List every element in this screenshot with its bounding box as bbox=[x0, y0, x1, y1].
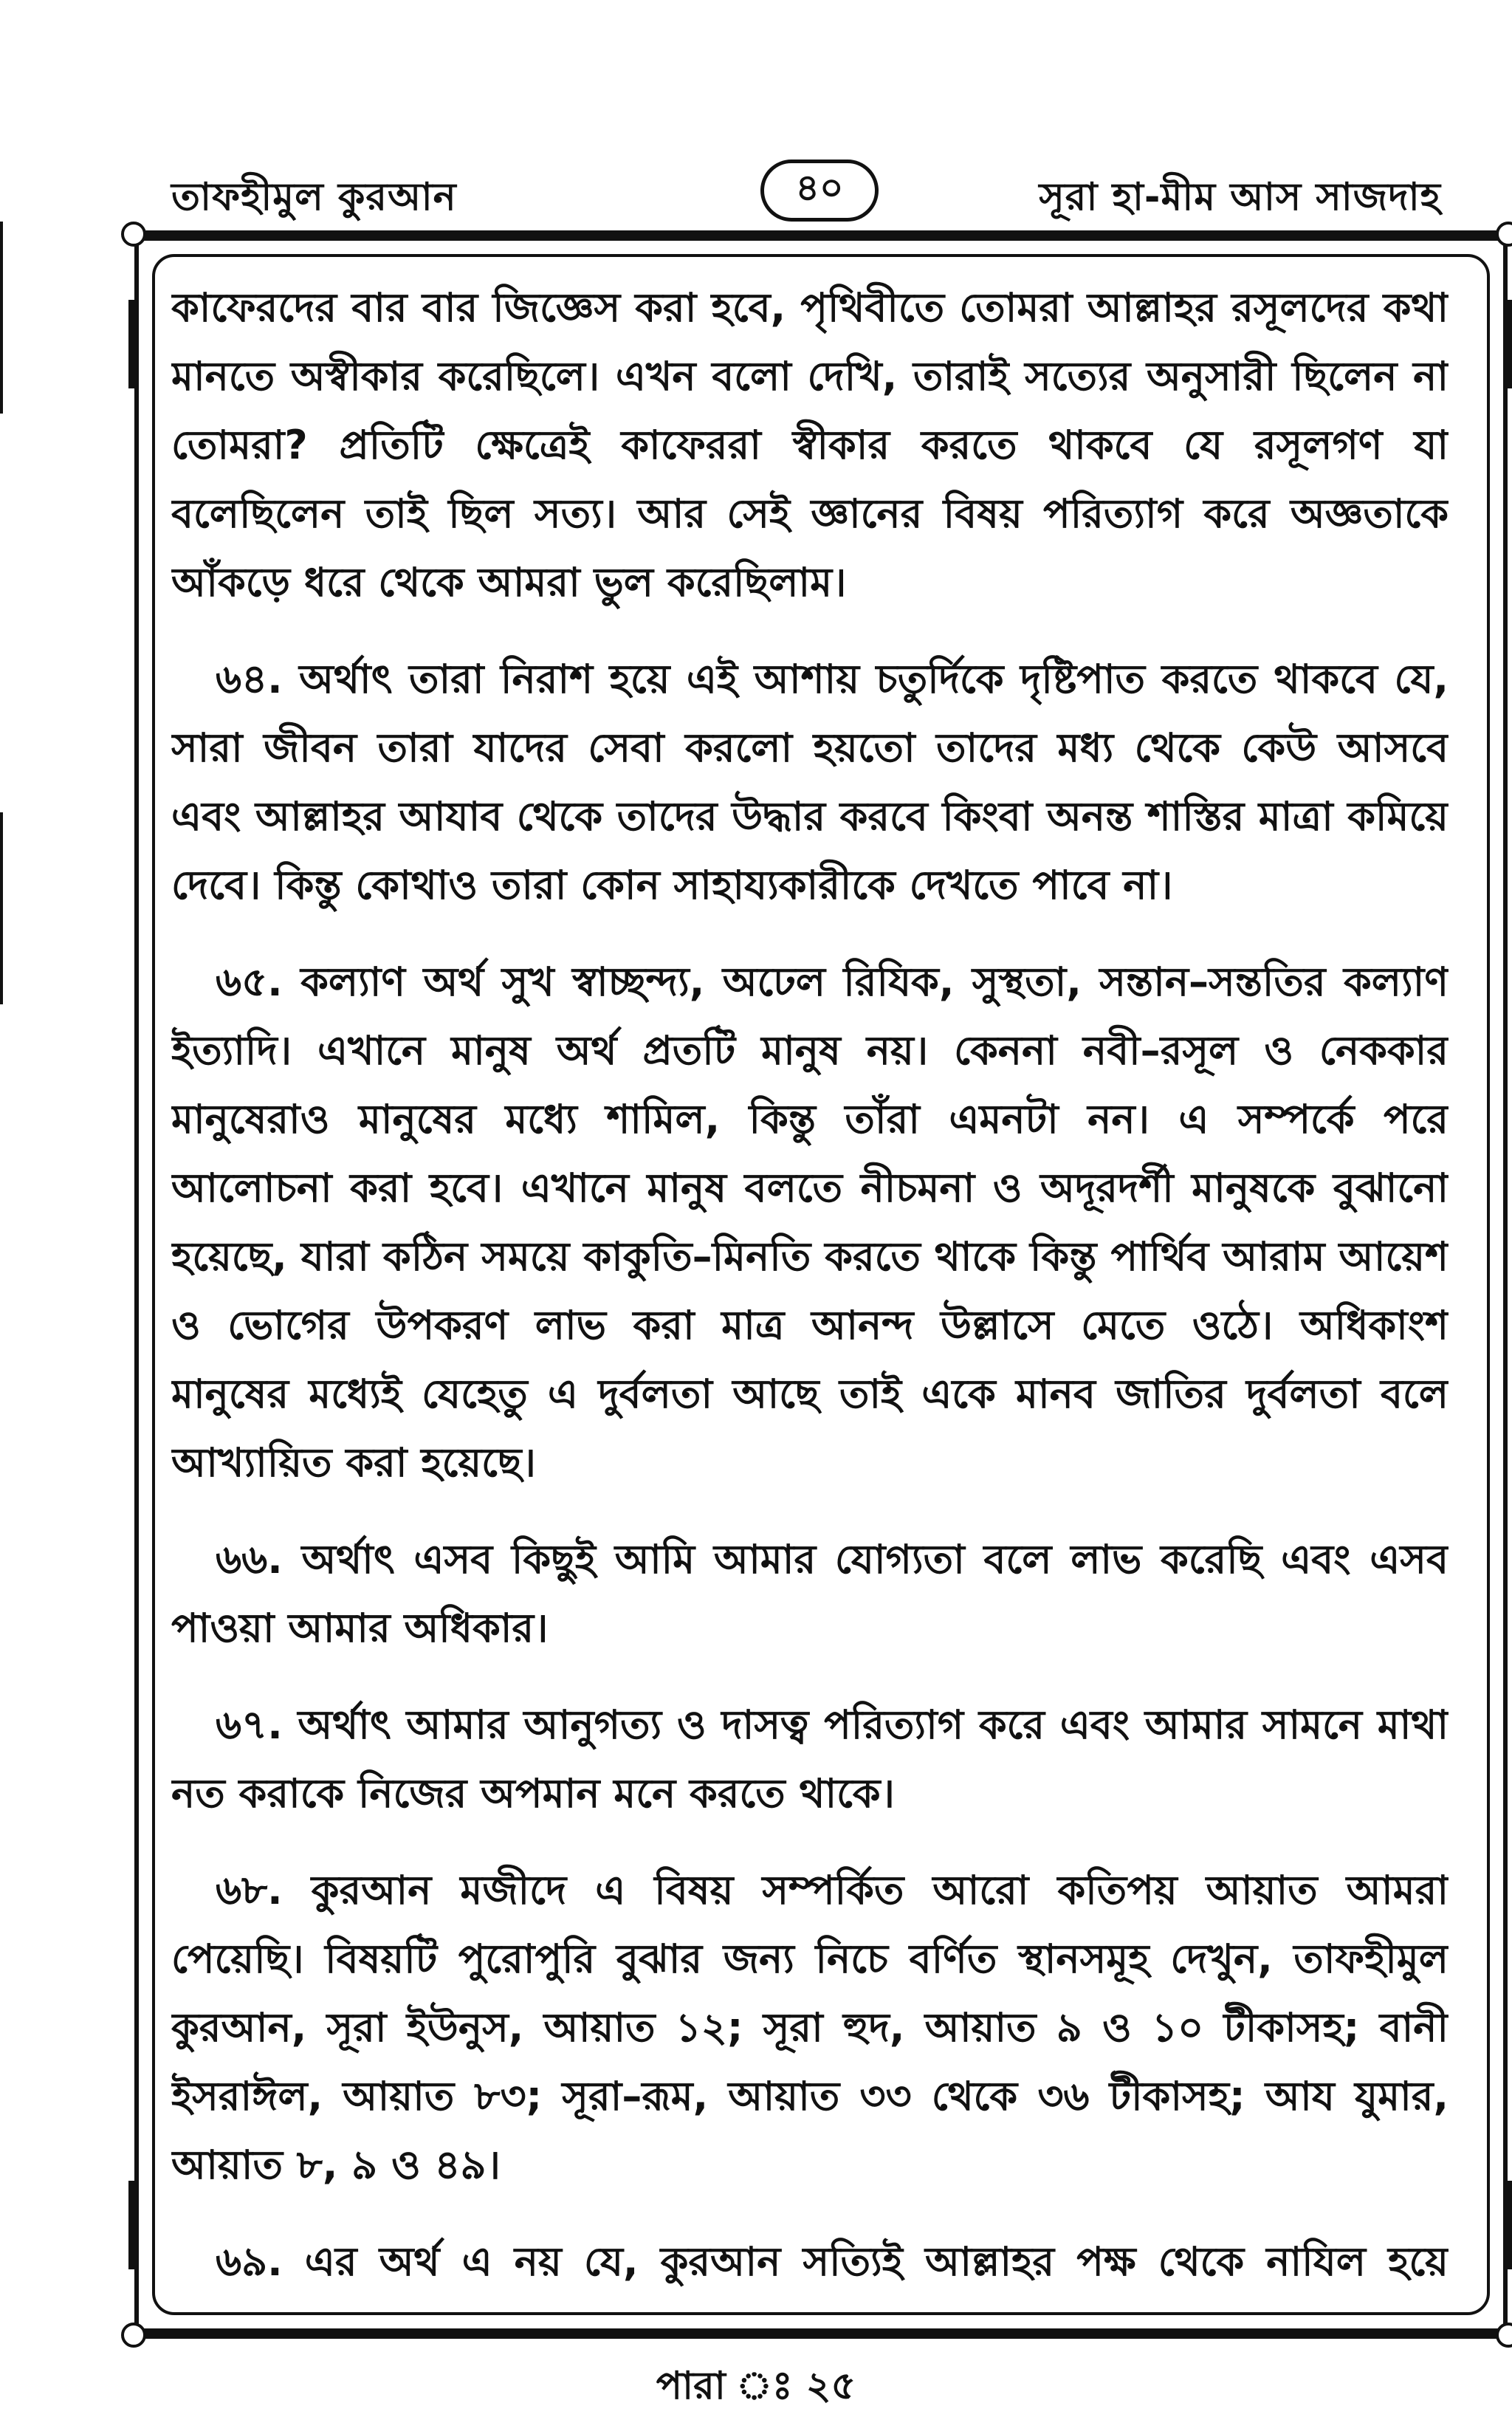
footnote-69: ৬৯. এর অর্থ এ নয় যে, কুরআন সত্যিই আল্লাহর পক্ষ থেকে নাযিল হয়ে bbox=[216, 2238, 1449, 2285]
binding-mark bbox=[0, 812, 3, 1004]
book-title: তাফহীমুল কুরআন bbox=[171, 175, 457, 219]
surah-title: সূরা হা-মীম আস সাজদাহ bbox=[1039, 175, 1441, 219]
page-header bbox=[0, 155, 1512, 236]
corner-ornament-icon bbox=[121, 222, 146, 247]
frame-side-bar bbox=[1506, 2181, 1512, 2269]
frame-side-bar bbox=[128, 300, 136, 388]
frame-side-bar bbox=[1506, 300, 1512, 388]
body-text bbox=[171, 273, 1449, 2297]
frame-side-bar bbox=[128, 2181, 136, 2269]
binding-mark bbox=[0, 222, 3, 414]
footnote-65: ৬৫. কল্যাণ অর্থ সুখ স্বাচ্ছন্দ্য, অঢেল রিযিক, সুস্থতা, সন্তান–সন্ততির কল্যাণ ইত্যাদি। এখানে মানুষ অর্থ প্রতটি মানুষ নয়। কেননা নবী–রসূল ও নেককার মানুষেরাও মানুষের মধ্যে শামিল, কিন্তু তাঁরা এমনটা নন। এ সম্পর্কে পরে আলোচনা করা হবে। এখানে মানুষ বলতে নীচমনা ও অদূরদর্শী মানুষকে বুঝানো হয়েছে, যারা কঠিন সময়ে কাকুতি–মিনতি করতে থাকে কিন্তু পার্থিব আরাম আয়েশ ও ভোগের উপকরণ লাভ করা মাত্র আনন্দ উল্লাসে মেতে ওঠে। অধিকাংশ মানুষের মধ্যেই যেহেতু এ দুর্বলতা আছে তাই একে মানব জাতির দুর্বলতা বলে আখ্যায়িত করা হয়েছে। bbox=[171, 959, 1449, 1486]
page-number: ৪০ bbox=[795, 165, 844, 209]
paragraph-continued: কাফেরদের বার বার জিজ্ঞেস করা হবে, পৃথিবীতে তোমরা আল্লাহর রসূলদের কথা মানতে অস্বীকার করেছিলে। এখন বলো দেখি, তারাই সত্যের অনুসারী ছিলেন না তোমরা? প্রতিটি ক্ষেত্রেই কাফেররা স্বীকার করতে থাকবে যে রসূলগণ যা বলেছিলেন তাই ছিল সত্য। আর সেই জ্ঞানের বিষয় পরিত্যাগ করে অজ্ঞতাকে আঁকড়ে ধরে থেকে আমরা ভুল করেছিলাম। bbox=[171, 284, 1449, 606]
page-number-badge bbox=[760, 160, 879, 222]
corner-ornament-icon bbox=[1496, 2323, 1512, 2348]
para-label: পারা ঃ ২৫ bbox=[656, 2364, 856, 2408]
footnote-67: ৬৭. অর্থাৎ আমার আনুগত্য ও দাসত্ব পরিত্যাগ করে এবং আমার সামনে মাথা নত করাকে নিজের অপমান মনে করতে থাকে। bbox=[171, 1701, 1449, 1817]
footnote-66: ৬৬. অর্থাৎ এসব কিছুই আমি আমার যোগ্যতা বলে লাভ করেছি এবং এসব পাওয়া আমার অধিকার। bbox=[171, 1536, 1449, 1651]
corner-ornament-icon bbox=[121, 2323, 146, 2348]
footnote-64: ৬৪. অর্থাৎ তারা নিরাশ হয়ে এই আশায় চতুর্দিকে দৃষ্টিপাত করতে থাকবে যে, সারা জীবন তারা যাদের সেবা করলো হয়তো তাদের মধ্য থেকে কেউ আসবে এবং আল্লাহর আযাব থেকে তাদের উদ্ধার করবে কিংবা অনন্ত শাস্তির মাত্রা কমিয়ে দেবে। কিন্তু কোথাও তারা কোন সাহায্যকারীকে দেখতে পাবে না। bbox=[171, 656, 1449, 908]
corner-ornament-icon bbox=[1496, 222, 1512, 247]
footnote-68: ৬৮. কুরআন মজীদে এ বিষয় সম্পর্কিত আরো কতিপয় আয়াত আমরা পেয়েছি। বিষয়টি পুরোপুরি বুঝার জন্য নিচে বর্ণিত স্থানসমূহ দেখুন, তাফহীমুল কুরআন, সূরা ইউনুস, আয়াত ১২; সূরা হুদ, আয়াত ৯ ও ১০ টীকাসহ; বানী ইসরাঈল, আয়াত ৮৩; সূরা–রূম, আয়াত ৩৩ থেকে ৩৬ টীকাসহ; আয যুমার, আয়াত ৮, ৯ ও ৪৯। bbox=[171, 1867, 1449, 2188]
page-footer bbox=[0, 2356, 1512, 2420]
